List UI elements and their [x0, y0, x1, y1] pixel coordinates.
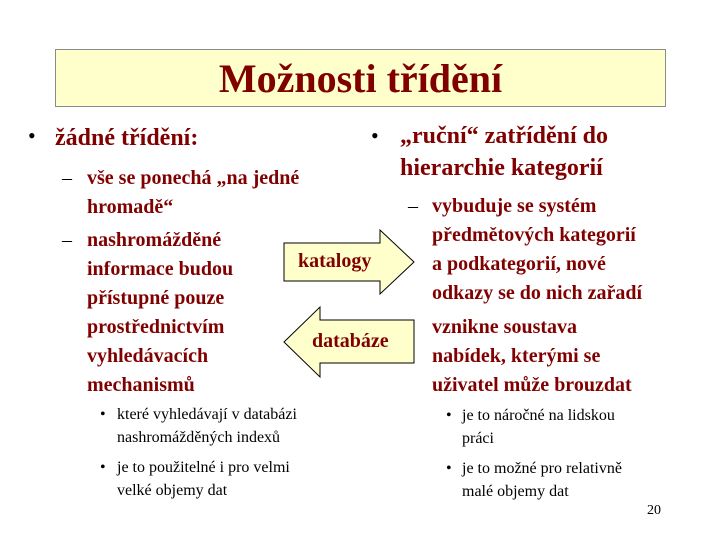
left-sub-1-line-2: nashromážděných indexů [117, 429, 281, 446]
right-item-line-6: nabídek, kterými se [432, 345, 601, 367]
right-sub-1-line-2: práci [462, 430, 494, 447]
left-sub-2-line-2: velké objemy dat [117, 482, 228, 499]
right-sub-2-line-2: malé objemy dat [462, 483, 569, 500]
left-sub-2-line-1: je to použitelné i pro velmi [117, 459, 290, 476]
bullet-dot: • [100, 406, 106, 423]
left-item-2-line-6: mechanismů [87, 374, 195, 396]
right-sub-2-line-1: je to možné pro relativně [462, 460, 622, 477]
arrow-label-databaze: databáze [312, 330, 389, 352]
slide-title: Možnosti třídění [218, 56, 503, 101]
right-item-line-2: předmětových kategorií [432, 224, 636, 246]
left-item-1-line-2: hromadě“ [87, 196, 174, 218]
title-box [55, 49, 666, 107]
right-item-line-1: vybuduje se systém [432, 195, 597, 217]
left-item-2-line-4: prostřednictvím [87, 316, 225, 338]
right-item-line-7: uživatel může brouzdat [432, 374, 632, 396]
dash: – [62, 229, 72, 251]
left-item-1-line-1: vše se ponechá „na jedné [87, 167, 300, 189]
left-item-2-line-3: přístupné pouze [87, 287, 225, 309]
right-heading-line-2: hierarchie kategorií [400, 155, 603, 181]
right-sub-1-line-1: je to náročné na lidskou [462, 407, 615, 424]
left-heading: žádné třídění: [55, 125, 199, 151]
left-item-2-line-1: nashromážděné [87, 229, 222, 251]
dash: – [408, 195, 418, 217]
arrow-label-katalogy: katalogy [298, 250, 372, 272]
left-item-2-line-2: informace budou [87, 258, 234, 280]
page-number: 20 [647, 503, 661, 518]
right-item-line-5: vznikne soustava [432, 316, 578, 338]
bullet-dot: • [100, 459, 106, 476]
right-item-line-3: a podkategorií, nové [432, 253, 606, 275]
bullet-dot: • [371, 123, 379, 148]
dash: – [62, 167, 72, 189]
bullet-dot: • [446, 460, 452, 477]
left-sub-1-line-1: které vyhledávají v databázi [117, 406, 297, 423]
right-heading-line-1: „ruční“ zatřídění do [400, 123, 608, 149]
left-item-2-line-5: vyhledávacích [87, 345, 209, 367]
bullet-dot: • [446, 407, 452, 424]
right-item-line-4: odkazy se do nich zařadí [432, 282, 643, 304]
bullet-dot: • [28, 123, 36, 148]
